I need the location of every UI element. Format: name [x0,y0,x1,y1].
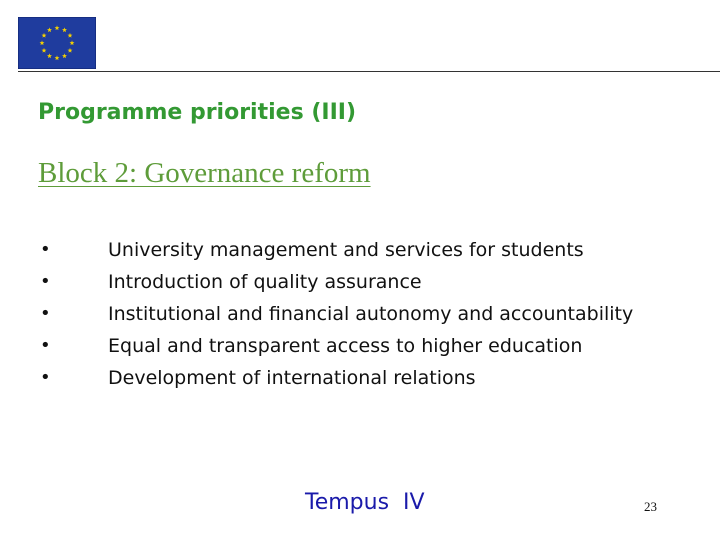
bullet-text: Introduction of quality assurance [108,271,422,293]
bullet-text: University management and services for students [108,239,584,261]
bullet-text: Institutional and financial autonomy and accountability [108,303,634,325]
header-divider [18,71,720,72]
eu-flag-icon [18,17,96,69]
bullet-marker: • [40,367,51,388]
bullet-marker: • [40,239,51,260]
bullet-marker: • [40,303,51,324]
eu-flag-graphic [18,17,96,69]
bullet-marker: • [40,271,51,292]
block-heading: Block 2: Governance reform [38,157,371,189]
footer-program-label: Tempus IV [305,490,425,515]
bullet-text: Development of international relations [108,367,476,389]
bullet-marker: • [40,335,51,356]
bullet-text: Equal and transparent access to higher education [108,335,583,357]
slide-title: Programme priorities (III) [38,100,357,125]
page-number: 23 [644,499,657,514]
